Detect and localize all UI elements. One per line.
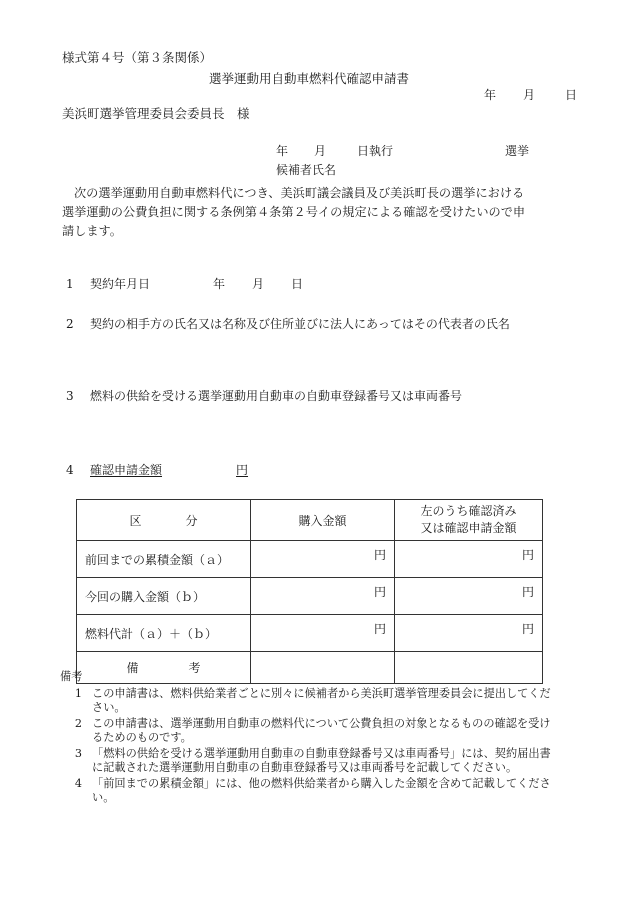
item-label: 燃料の供給を受ける選挙運動用自動車の自動車登録番号又は車両番号 (90, 389, 463, 403)
remarks-char: 備 (126, 661, 139, 675)
table-row (77, 615, 543, 652)
statement-line: 選挙運動の公費負担に関する条例第４条第２号イの規定による確認を受けたいので申 (62, 205, 526, 219)
contract-day: 日 (291, 277, 304, 291)
note-text: 「燃料の供給を受ける選挙運動用自動車の自動車登録番号又は車両番号」には、契約届出書 に記載された選挙運動用自動車の自動車登録番号又は車両番号を記載してください。 (92, 747, 551, 774)
date-day: 日 (565, 88, 578, 102)
election-month: 月 (314, 144, 327, 158)
note-text: この申請書は、燃料供給業者ごとに別々に候補者から美浜町選挙管理委員会に提出してくだ さい。 (92, 687, 551, 714)
note-text: この申請書は、選挙運動用自動車の燃料代について公費負担の対象となるものの確認を受け るためのものです。 (92, 717, 551, 744)
note-item (60, 687, 588, 715)
note-number: 1 (74, 687, 82, 700)
election-day-exec: 日執行 (357, 144, 394, 158)
note-item (60, 777, 588, 805)
header-purchase-amount: 購入金額 (251, 500, 395, 541)
note-number: 2 (74, 717, 82, 730)
purchase-amount-cell: 円 (251, 578, 395, 615)
header-category-char: 区 (129, 513, 142, 528)
item-number: 1 (66, 277, 74, 291)
item-label: 契約の相手方の氏名又は名称及び住所並びに法人にあってはその代表者の氏名 (90, 317, 510, 331)
form-number: 様式第４号（第３条関係） (62, 50, 213, 65)
notes-heading: 備考 (60, 670, 83, 683)
election-name: 選挙 (505, 144, 530, 158)
requested-amount-field (90, 464, 248, 476)
note-text: 「前回までの累積金額」には、他の燃料供給業者から購入した金額を含めて記載してくださ い。 (92, 777, 551, 804)
contract-month: 月 (252, 277, 265, 291)
header-category (77, 500, 251, 541)
note-number: 4 (74, 777, 82, 790)
purchase-amount-cell: 円 (251, 615, 395, 652)
statement-line: 次の選挙運動用自動車燃料代につき、美浜町議会議員及び美浜町長の選挙における (74, 186, 525, 200)
item-number: 3 (66, 389, 74, 403)
row-label: 前回までの累積金額（ａ） (77, 541, 251, 578)
item-label: 契約年月日 (90, 277, 151, 291)
confirmed-amount-cell: 円 (395, 615, 543, 652)
addressee: 美浜町選挙管理委員会委員長 様 (62, 106, 250, 121)
statement-line: 請します。 (62, 224, 122, 238)
row-label: 今回の購入金額（ｂ） (77, 578, 251, 615)
header-line: 又は確認申請金額 (420, 521, 517, 535)
table-row (77, 578, 543, 615)
header-confirmed-amount (395, 500, 543, 541)
row-label: 燃料代計（ａ）＋（ｂ） (77, 615, 251, 652)
document-title: 選挙運動用自動車燃料代確認申請書 (209, 71, 410, 86)
header-line: 左のうち確認済み (420, 504, 517, 518)
note-item (60, 717, 588, 745)
purchase-amount-cell: 円 (251, 541, 395, 578)
candidate-name-label: 候補者氏名 (276, 163, 337, 177)
item-number: 4 (66, 463, 74, 477)
remarks-char: 考 (188, 661, 201, 675)
table-header-row (77, 500, 543, 541)
notes-section (60, 670, 588, 807)
confirmed-amount-cell: 円 (395, 541, 543, 578)
item-label: 確認申請金額 (90, 463, 163, 477)
election-year: 年 (276, 144, 289, 158)
item-number: 2 (66, 317, 74, 331)
table-row (77, 541, 543, 578)
date-year: 年 (484, 88, 497, 102)
yen-unit: 円 (236, 463, 249, 477)
note-number: 3 (74, 747, 82, 760)
note-item (60, 747, 588, 775)
confirmed-amount-cell: 円 (395, 578, 543, 615)
request-statement (62, 184, 582, 241)
contract-year: 年 (213, 277, 226, 291)
header-category-char: 分 (185, 513, 198, 528)
amount-table (76, 499, 543, 684)
date-month: 月 (523, 88, 536, 102)
